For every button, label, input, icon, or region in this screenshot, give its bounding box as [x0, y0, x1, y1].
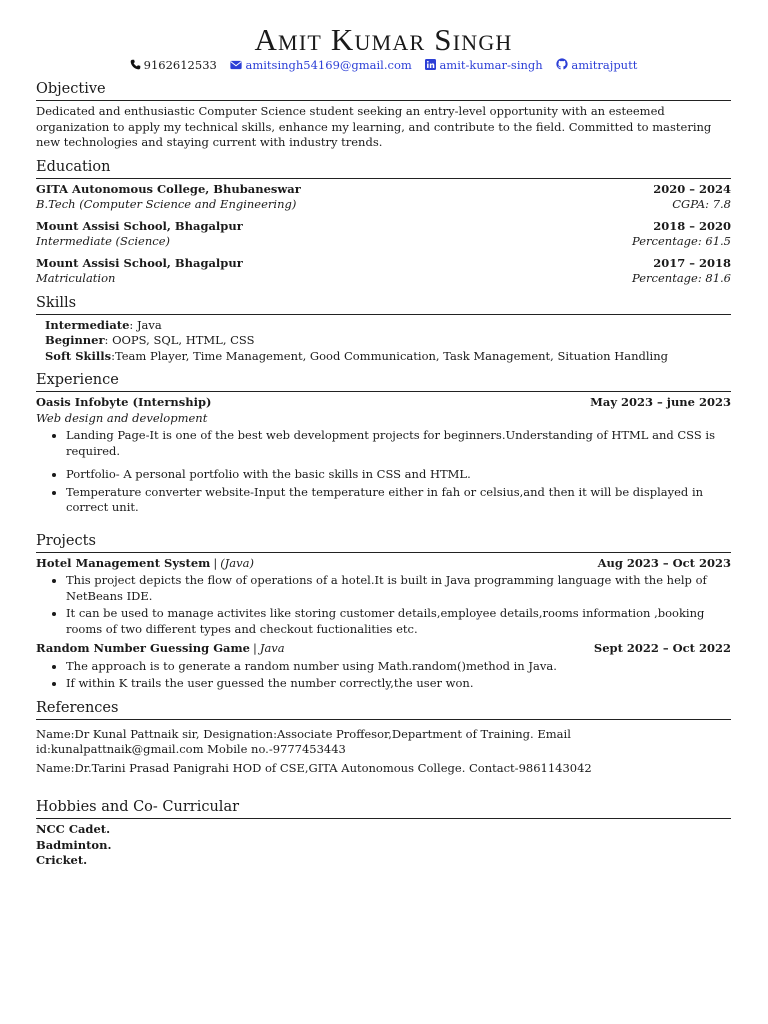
education-years: 2018 – 2020: [653, 218, 731, 233]
education-score: Percentage: 81.6: [632, 271, 731, 285]
degree: B.Tech (Computer Science and Engineering): [36, 197, 297, 211]
skill-label: Soft Skills: [45, 348, 112, 363]
linkedin-icon: [425, 59, 436, 70]
skill-line: [45, 333, 731, 349]
reference-line: Name:Dr Kunal Pattnaik sir, Designation:Associate Proffesor,Department of Training. Email id:kunalpattnaik@gmail.com Mobile no.-9777453443: [36, 726, 571, 756]
project-dates: Sept 2022 – Oct 2022: [593, 641, 731, 655]
project-bullets: [36, 573, 731, 637]
resume-page: [36, 22, 731, 869]
education-years: 2017 – 2018: [653, 255, 731, 270]
phone-number: 9162612533: [143, 58, 217, 72]
hobbies-heading: Hobbies and Co- Curricular: [36, 798, 731, 819]
linkedin-link[interactable]: [425, 58, 546, 72]
school-name: Mount Assisi School, Bhagalpur: [36, 255, 243, 270]
hobby-item: Cricket.: [36, 853, 88, 867]
skill-value: OOPS, SQL, HTML, CSS: [112, 333, 255, 347]
contact-bar: [36, 57, 731, 73]
education-years: 2020 – 2024: [653, 181, 731, 196]
email-icon: [230, 60, 242, 70]
degree: Intermediate (Science): [36, 234, 170, 248]
skill-separator: :: [104, 333, 113, 347]
skill-value: Java: [136, 317, 162, 332]
phone-icon: [130, 59, 141, 70]
skill-line: [45, 318, 731, 334]
project-name: Random Number Guessing Game: [36, 641, 250, 655]
experience-bullets: [36, 467, 731, 516]
school-name: Mount Assisi School, Bhagalpur: [36, 218, 243, 233]
email-address: amitsingh54169@gmail.com: [245, 58, 412, 72]
project-entry: [36, 641, 731, 692]
list-item: • If within K trails the user guessed the number correctly,the user won.: [66, 676, 731, 692]
skill-label: Intermediate: [45, 317, 130, 332]
experience-bullets: [36, 428, 731, 459]
linkedin-handle: amit-kumar-singh: [439, 58, 543, 72]
school-name: GITA Autonomous College, Bhubaneswar: [36, 181, 301, 196]
skill-separator: :: [111, 348, 115, 363]
experience-entry: [36, 395, 731, 516]
skill-label: Beginner: [45, 333, 105, 347]
hobby-item: Badminton.: [36, 837, 112, 852]
references-heading: References: [36, 699, 731, 720]
education-entry: [36, 182, 731, 213]
education-score: Percentage: 61.5: [632, 234, 731, 248]
list-item: • This project depicts the flow of operations of a hotel.It is built in Java programming language with the help of NetBeans IDE.: [66, 573, 731, 604]
objective-text: Dedicated and enthusiastic Computer Science student seeking an entry-level opportunity with an esteemed organization to apply my technical skills, enhance my learning, and contribute to the field. Committed to mastering new technologies and staying current with industry trends.: [36, 104, 712, 149]
projects-heading: Projects: [36, 532, 731, 553]
email-link[interactable]: [230, 58, 415, 72]
education-score: CGPA: 7.8: [672, 197, 731, 211]
company-name: Oasis Infobyte (Internship): [36, 395, 212, 409]
list-item: • The approach is to generate a random number using Math.random()method in Java.: [66, 659, 731, 675]
education-heading: Education: [36, 158, 731, 179]
experience-role: Web design and development: [36, 410, 208, 425]
list-item: • It can be used to manage activites like storing customer details,employee details,rooms information ,booking rooms of two different types and checkout fuctionalities etc.: [66, 606, 731, 637]
phone-contact[interactable]: [130, 58, 221, 72]
list-item: • Landing Page-It is one of the best web development projects for beginners.Understanding of HTML and CSS is required.: [66, 428, 731, 459]
degree: Matriculation: [36, 271, 116, 285]
skill-value: Team Player, Time Management, Good Communication, Task Management, Situation Handling: [114, 348, 668, 363]
education-entry: [36, 256, 731, 287]
project-entry: [36, 556, 731, 638]
github-link[interactable]: [556, 58, 637, 72]
skills-heading: Skills: [36, 294, 731, 315]
project-bullets: [36, 659, 731, 692]
project-tech: (Java): [220, 555, 254, 570]
experience-heading: Experience: [36, 371, 731, 392]
reference-line: Name:Dr.Tarini Prasad Panigrahi HOD of CSE,GITA Autonomous College. Contact-9861143042: [36, 760, 592, 775]
list-item: • Portfolio- A personal portfolio with the basic skills in CSS and HTML.: [66, 467, 731, 483]
project-separator: |: [213, 555, 218, 570]
project-name: Hotel Management System: [36, 555, 211, 570]
skill-line: [45, 349, 731, 365]
project-tech: Java: [259, 641, 285, 655]
objective-heading: Objective: [36, 80, 731, 101]
project-separator: |: [252, 641, 257, 655]
skill-separator: :: [129, 317, 137, 332]
candidate-name: Amit Kumar Singh: [254, 22, 513, 57]
project-dates: Aug 2023 – Oct 2023: [597, 555, 731, 570]
experience-dates: May 2023 – june 2023: [590, 395, 731, 409]
education-entry: [36, 219, 731, 250]
list-item: • Temperature converter website-Input the temperature either in fah or celsius,and then it will be displayed in correct unit.: [66, 485, 731, 516]
hobby-item: NCC Cadet.: [36, 822, 111, 836]
github-icon: [556, 58, 568, 70]
github-handle: amitrajputt: [571, 58, 638, 72]
skills-list: [36, 318, 731, 365]
